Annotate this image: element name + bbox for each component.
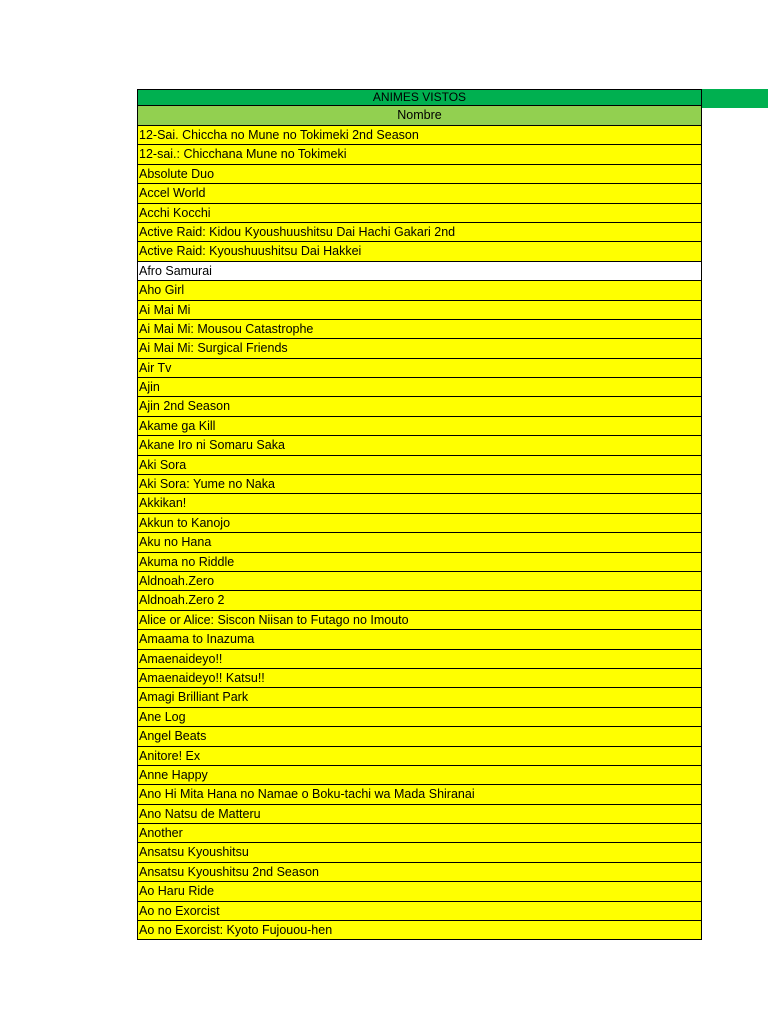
table-row[interactable]: Angel Beats <box>137 727 702 746</box>
table-row[interactable]: Ano Hi Mita Hana no Namae o Boku-tachi wa Mada Shiranai <box>137 785 702 804</box>
table-row[interactable]: Aho Girl <box>137 281 702 300</box>
table-row[interactable]: Ao no Exorcist <box>137 902 702 921</box>
table-row[interactable]: Anitore! Ex <box>137 747 702 766</box>
table-row[interactable]: Accel World <box>137 184 702 203</box>
table-row[interactable]: Aldnoah.Zero <box>137 572 702 591</box>
table-row[interactable]: Akuma no Riddle <box>137 553 702 572</box>
table-row[interactable]: Aku no Hana <box>137 533 702 552</box>
table-row[interactable]: Anne Happy <box>137 766 702 785</box>
table-row[interactable]: Akkikan! <box>137 494 702 513</box>
table-row[interactable]: Akane Iro ni Somaru Saka <box>137 436 702 455</box>
table-row[interactable]: Ao no Exorcist: Kyoto Fujouou-hen <box>137 921 702 940</box>
anime-spreadsheet <box>137 89 702 940</box>
table-row[interactable]: Ane Log <box>137 708 702 727</box>
table-row[interactable]: Absolute Duo <box>137 165 702 184</box>
table-row[interactable]: 12-sai.: Chicchana Mune no Tokimeki <box>137 145 702 164</box>
sheet-title: ANIMES VISTOS <box>137 89 702 106</box>
table-row[interactable]: Alice or Alice: Siscon Niisan to Futago no Imouto <box>137 611 702 630</box>
table-row[interactable]: Amaenaideyo!! <box>137 650 702 669</box>
table-row[interactable]: Ajin 2nd Season <box>137 397 702 416</box>
title-fill-extension <box>702 89 768 108</box>
anime-list <box>137 126 702 940</box>
table-row[interactable]: Active Raid: Kyoushuushitsu Dai Hakkei <box>137 242 702 261</box>
table-row[interactable]: Aki Sora: Yume no Naka <box>137 475 702 494</box>
table-row[interactable]: Aldnoah.Zero 2 <box>137 591 702 610</box>
table-row[interactable]: Acchi Kocchi <box>137 204 702 223</box>
table-row[interactable]: Ai Mai Mi <box>137 301 702 320</box>
table-row[interactable]: Aki Sora <box>137 456 702 475</box>
table-row[interactable]: Ajin <box>137 378 702 397</box>
table-row[interactable]: Ai Mai Mi: Mousou Catastrophe <box>137 320 702 339</box>
table-row[interactable]: Amagi Brilliant Park <box>137 688 702 707</box>
table-row[interactable]: Ansatsu Kyoushitsu <box>137 843 702 862</box>
column-header-nombre[interactable]: Nombre <box>137 106 702 126</box>
table-row[interactable]: Active Raid: Kidou Kyoushuushitsu Dai Hachi Gakari 2nd <box>137 223 702 242</box>
table-row[interactable]: Ai Mai Mi: Surgical Friends <box>137 339 702 358</box>
table-row[interactable]: Air Tv <box>137 359 702 378</box>
table-row[interactable]: Amaenaideyo!! Katsu!! <box>137 669 702 688</box>
table-row[interactable]: Ao Haru Ride <box>137 882 702 901</box>
table-row[interactable]: Akame ga Kill <box>137 417 702 436</box>
table-row[interactable]: Akkun to Kanojo <box>137 514 702 533</box>
table-row[interactable]: 12-Sai. Chiccha no Mune no Tokimeki 2nd Season <box>137 126 702 145</box>
table-row[interactable]: Afro Samurai <box>137 262 702 281</box>
table-row[interactable]: Another <box>137 824 702 843</box>
table-row[interactable]: Ansatsu Kyoushitsu 2nd Season <box>137 863 702 882</box>
table-row[interactable]: Ano Natsu de Matteru <box>137 805 702 824</box>
table-row[interactable]: Amaama to Inazuma <box>137 630 702 649</box>
